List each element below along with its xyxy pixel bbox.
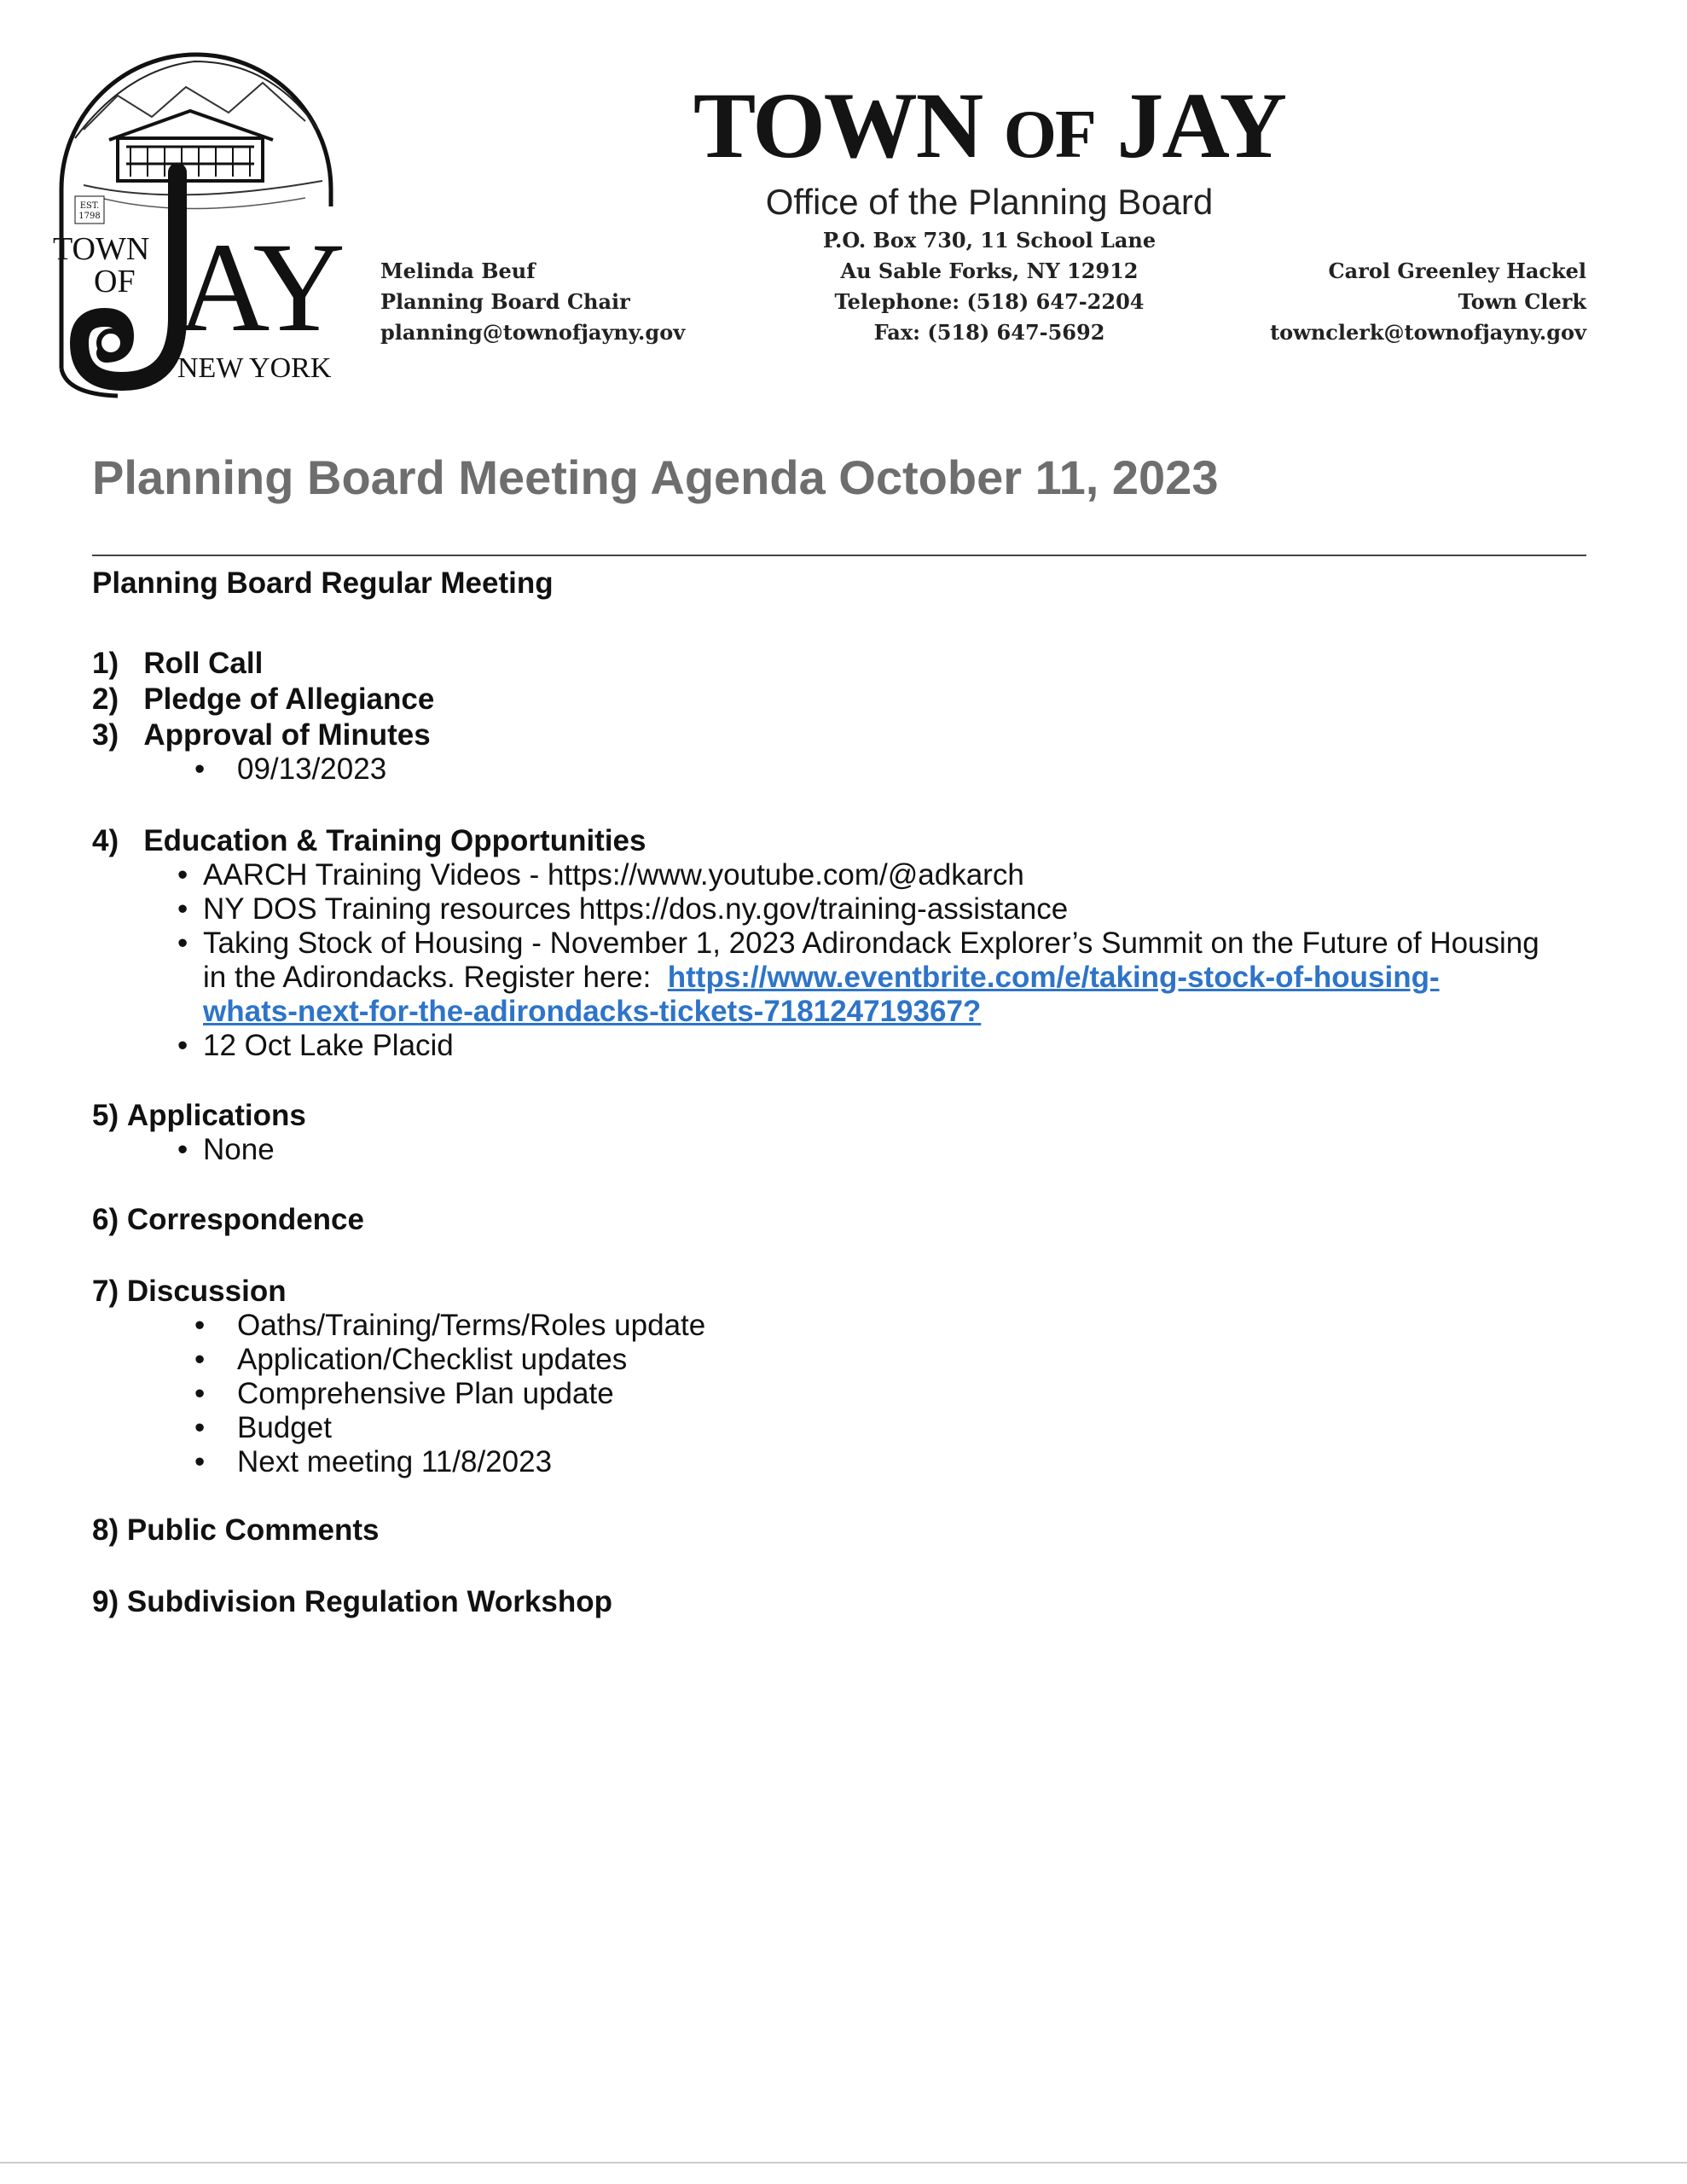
office-address (751, 225, 1228, 348)
chair-contact (380, 256, 685, 348)
agenda-item-subdivision-workshop (92, 1585, 612, 1619)
bullet-icon: • (194, 1343, 206, 1376)
item-label: Correspondence (126, 1203, 364, 1236)
title-divider (92, 555, 1586, 556)
svg-text:TOWN: TOWN (53, 231, 150, 267)
bullet-icon: • (177, 1029, 188, 1062)
clerk-email[interactable]: townclerk@townofjayny.gov (1270, 320, 1586, 345)
chair-name: Melinda Beuf (380, 258, 536, 283)
clerk-contact (1270, 256, 1586, 348)
agenda-item-education (92, 824, 646, 858)
bullet-icon: • (194, 752, 206, 786)
address-line: P.O. Box 730, 11 School Lane (822, 228, 1157, 253)
item-number: 4) (92, 824, 119, 857)
list-item: • Budget (194, 1411, 332, 1444)
item-label: Approval of Minutes (143, 718, 431, 752)
item-number: 3) (92, 718, 119, 752)
svg-text:1798: 1798 (78, 212, 101, 221)
list-item: • 09/13/2023 (194, 752, 387, 786)
agenda-item-applications (92, 1099, 306, 1133)
item-number: 2) (92, 682, 119, 716)
bullet-icon: • (177, 892, 188, 926)
meeting-subheading: Planning Board Regular Meeting (92, 566, 554, 600)
title-of: OF (1003, 97, 1095, 172)
agenda-item-public-comments (92, 1513, 379, 1548)
item-number: 7) (92, 1275, 119, 1308)
list-item: • NY DOS Training resources https://dos.ny.gov/training-assistance (177, 892, 1069, 926)
svg-text:OF: OF (94, 264, 136, 299)
item-label: Applications (126, 1099, 306, 1132)
agenda-item-pledge (92, 682, 434, 717)
item-number: 6) (92, 1203, 119, 1236)
item-label: Education & Training Opportunities (143, 824, 646, 857)
title-town: TOWN (693, 73, 983, 177)
fax-line: Fax: (518) 647-5692 (873, 320, 1105, 345)
item-number: 5) (92, 1099, 119, 1132)
list-item: • AARCH Training Videos - https://www.youtube.com/@adkarch (177, 858, 1024, 892)
title-jay: JAY (1116, 73, 1286, 177)
item-label: Subdivision Regulation Workshop (126, 1585, 612, 1618)
item-label: Pledge of Allegiance (143, 682, 435, 716)
bullet-icon: • (194, 1445, 206, 1478)
scan-edge (0, 2162, 1687, 2164)
list-item: • 12 Oct Lake Placid (177, 1029, 454, 1062)
bullet-icon: • (177, 926, 188, 960)
address-line: Au Sable Forks, NY 12912 (840, 258, 1139, 283)
agenda-item-roll-call (92, 647, 263, 681)
item-number: 9) (92, 1585, 119, 1618)
item-label: Roll Call (143, 647, 264, 680)
list-item: • Next meeting 11/8/2023 (194, 1445, 553, 1478)
chair-email[interactable]: planning@townofjayny.gov (380, 320, 686, 345)
chair-role: Planning Board Chair (380, 289, 630, 314)
list-item: • Comprehensive Plan update (194, 1377, 614, 1410)
register-link[interactable]: https://www.eventbrite.com/e/taking-stock-of-housing- (667, 961, 1440, 994)
item-label: Public Comments (126, 1513, 380, 1547)
clerk-name: Carol Greenley Hackel (1328, 258, 1586, 283)
list-item-continuation (203, 995, 981, 1029)
bullet-icon: • (177, 858, 188, 892)
bullet-icon: • (194, 1377, 206, 1410)
svg-text:NEW YORK: NEW YORK (177, 352, 332, 384)
bullet-icon: • (194, 1309, 206, 1342)
agenda-item-minutes (92, 718, 431, 752)
phone-line: Telephone: (518) 647-2204 (834, 289, 1145, 314)
clerk-role: Town Clerk (1458, 289, 1586, 314)
town-logo (49, 36, 344, 403)
agenda-item-discussion (92, 1275, 287, 1309)
list-item: • Taking Stock of Housing - November 1, 2023 Adirondack Explorer’s Summit on the Future of Housing (177, 926, 1539, 960)
item-number: 8) (92, 1513, 119, 1547)
svg-text:EST.: EST. (79, 201, 100, 211)
office-name: Office of the Planning Board (765, 182, 1214, 222)
bullet-icon: • (194, 1411, 206, 1444)
bullet-icon: • (177, 1133, 188, 1166)
register-link-cont[interactable]: whats-next-for-the-adirondacks-tickets-718124719367? (203, 995, 982, 1028)
letterhead-title (631, 73, 1348, 182)
agenda-item-correspondence (92, 1203, 364, 1237)
svg-text:AY: AY (177, 217, 340, 358)
agenda-title: Planning Board Meeting Agenda October 11, 2023 (92, 450, 1219, 504)
list-item: • None (177, 1133, 275, 1166)
list-item: • Application/Checklist updates (194, 1343, 628, 1376)
item-label: Discussion (126, 1275, 287, 1308)
list-item: • Oaths/Training/Terms/Roles update (194, 1309, 706, 1342)
item-number: 1) (92, 647, 119, 680)
list-item-continuation: in the Adirondacks. Register here: https://www.eventbrite.com/e/taking-stock-of-housing- (203, 961, 1440, 994)
